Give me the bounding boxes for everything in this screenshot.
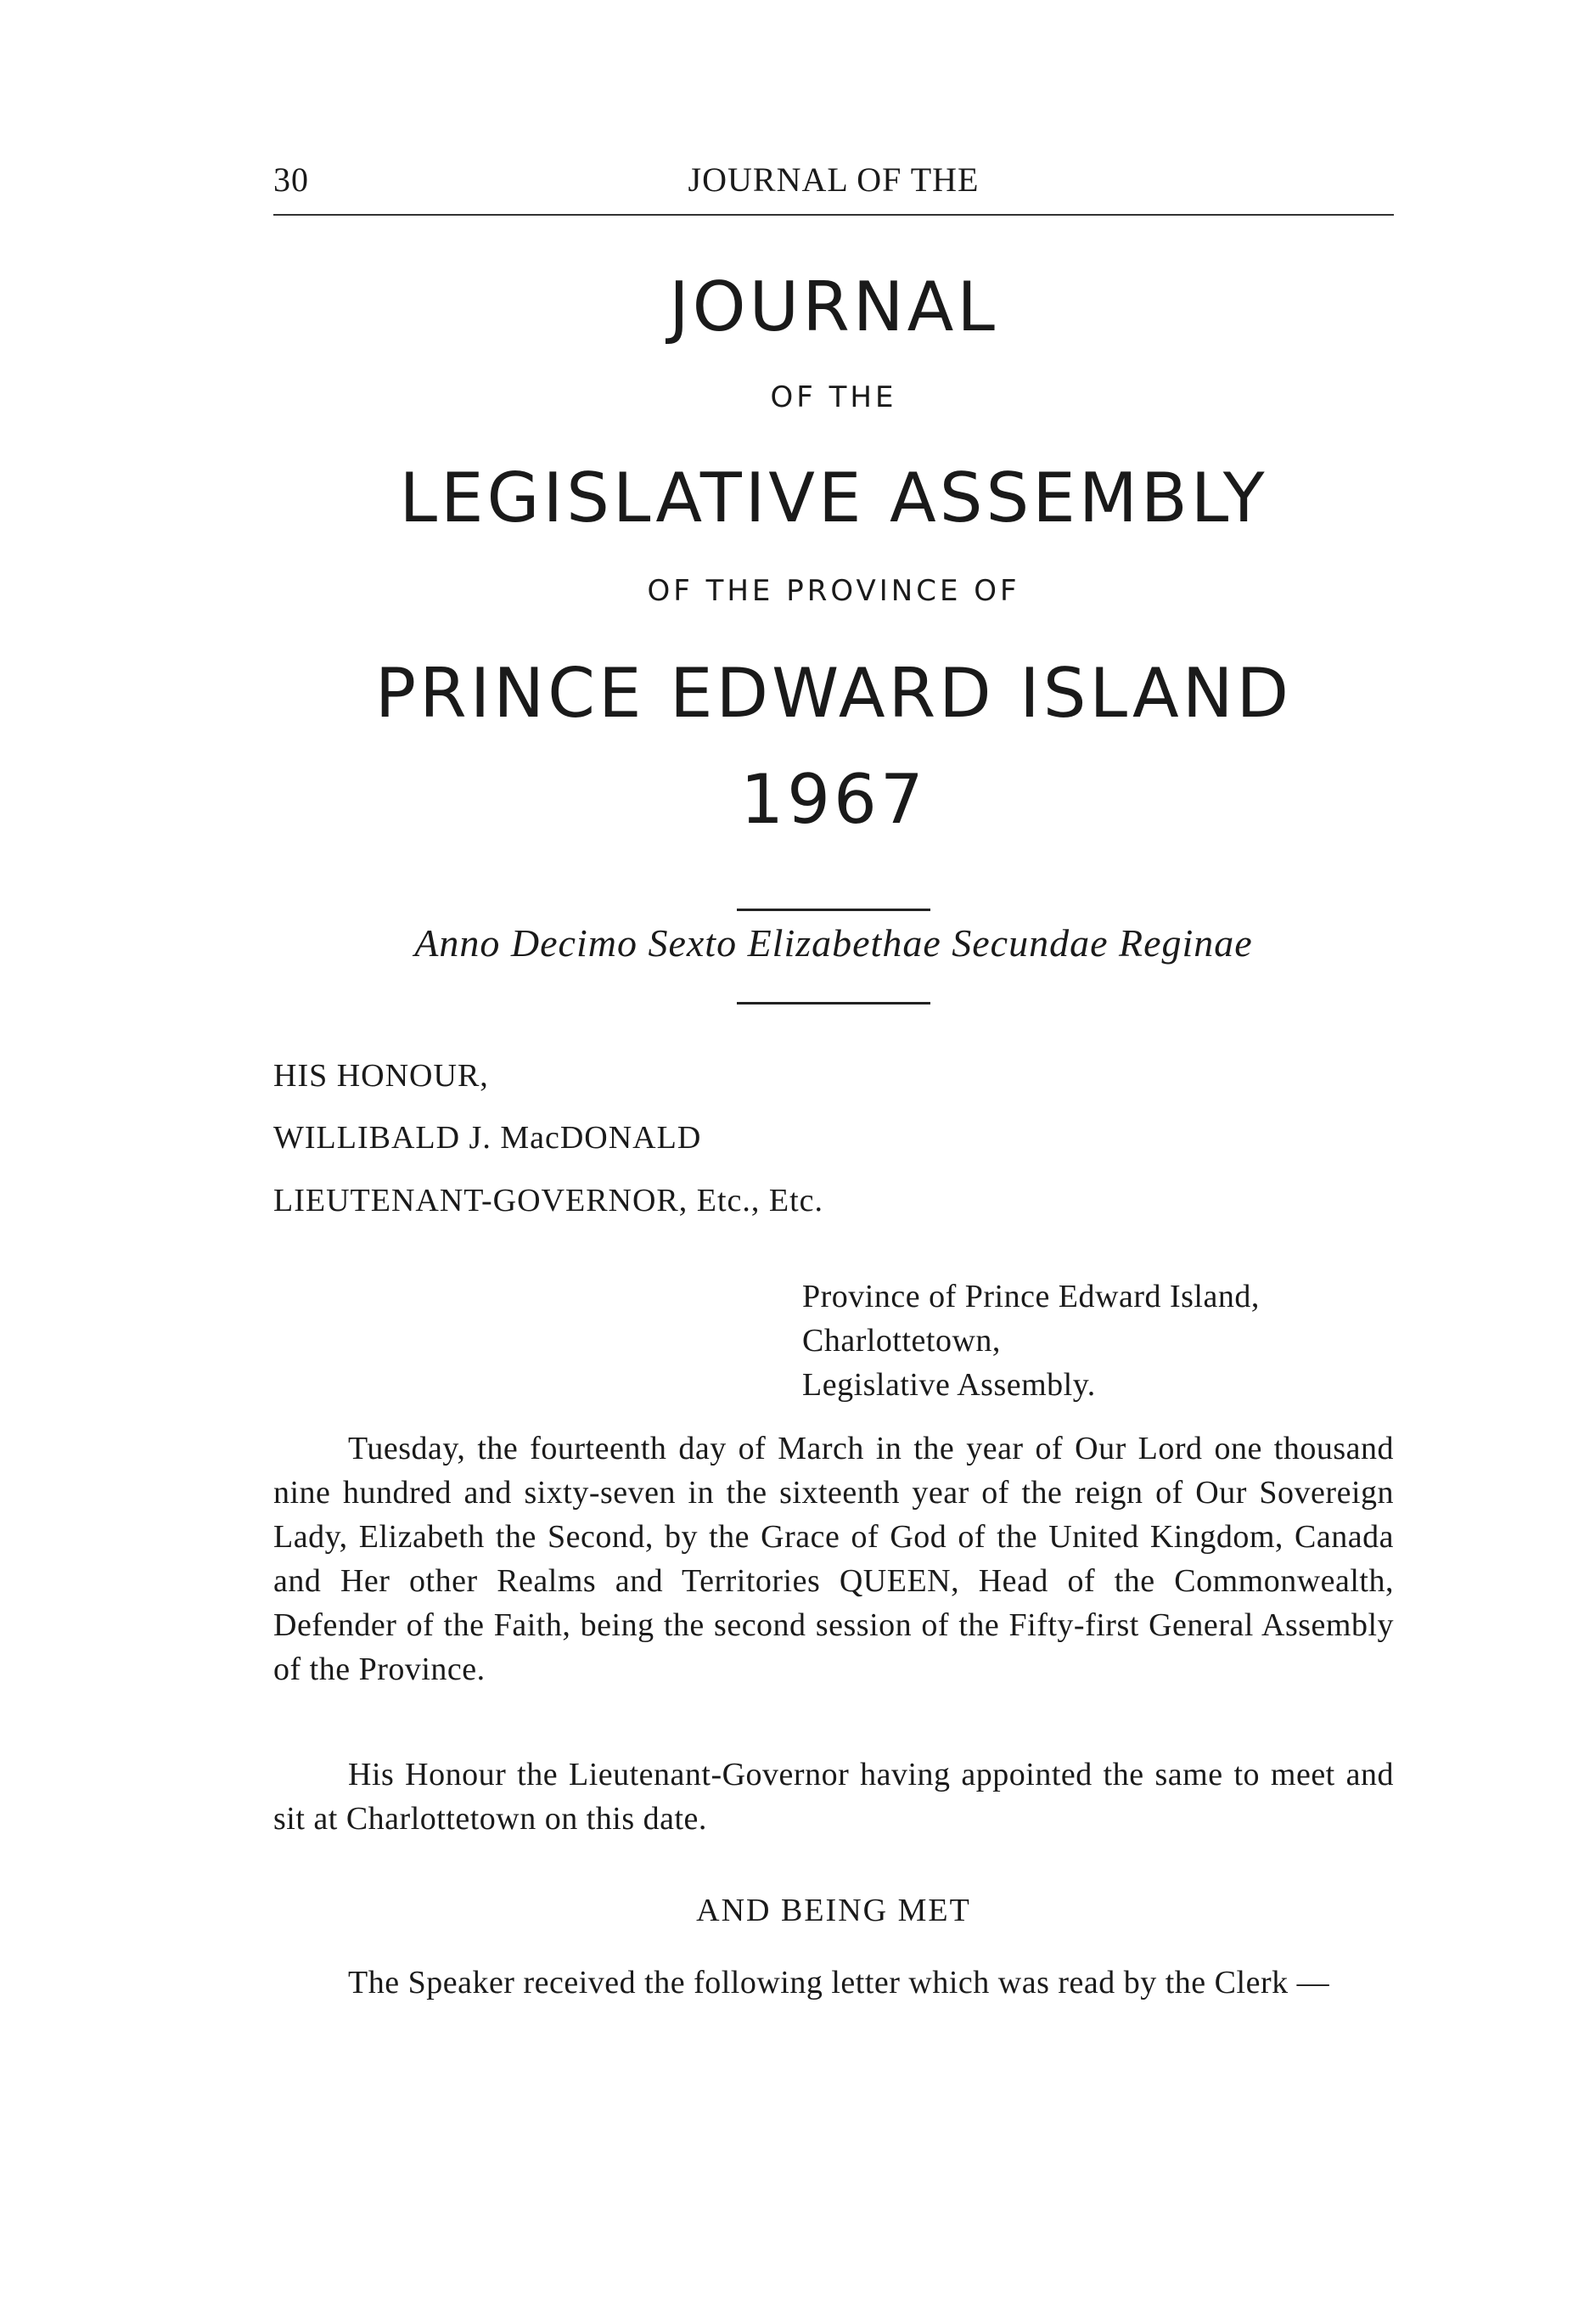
title-journal: JOURNAL [669,267,998,346]
body-paragraph-1: Tuesday, the fourteenth day of March in the year of Our Lord one thousand nine hundred and sixty-seven in the sixteenth year of the reign of Our Sovereign Lady, Elizabeth the Second, by the Grace of God of the United Kingdom, Canada and Her other Realms and Territories QUEEN, Head of the Commonwealth, Defender of the Faith, being the second session of the Fifty-first General Assembly of the Province. [273,1431,1394,1687]
title-year: 1967 [740,760,927,839]
body-paragraph-3: The Speaker received the following letter which was read by the Clerk — [348,1965,1330,2000]
title-legislative-assembly: LEGISLATIVE ASSEMBLY [399,459,1268,537]
running-title: JOURNAL OF THE [688,160,980,199]
title-of-the-province-of: OF THE PROVINCE OF [647,574,1020,608]
title-prince-edward-island: PRINCE EDWARD ISLAND [374,654,1293,733]
section-heading: AND BEING MET [696,1893,971,1928]
place-line-1: Province of Prince Edward Island, [802,1279,1260,1314]
addressee-line-1: HIS HONOUR, [273,1058,489,1094]
place-line-3: Legislative Assembly. [802,1367,1096,1403]
title-of-the: OF THE [770,380,897,414]
addressee-line-2: WILLIBALD J. MacDONALD [273,1120,702,1156]
body-paragraph-2: His Honour the Lieutenant-Governor having appointed the same to meet and sit at Charlottetown on this date. [273,1757,1394,1837]
running-head [273,153,1394,204]
latin-regnal-line: Anno Decimo Sexto Elizabethae Secundae Reginae [414,921,1253,965]
addressee-line-3: LIEUTENANT-GOVERNOR, Etc., Etc. [273,1183,824,1218]
header-rule [273,214,1394,216]
latin-rule-bottom [737,1002,930,1004]
latin-rule-top [737,909,930,911]
place-line-2: Charlottetown, [802,1323,1001,1359]
page-number: 30 [273,160,309,199]
